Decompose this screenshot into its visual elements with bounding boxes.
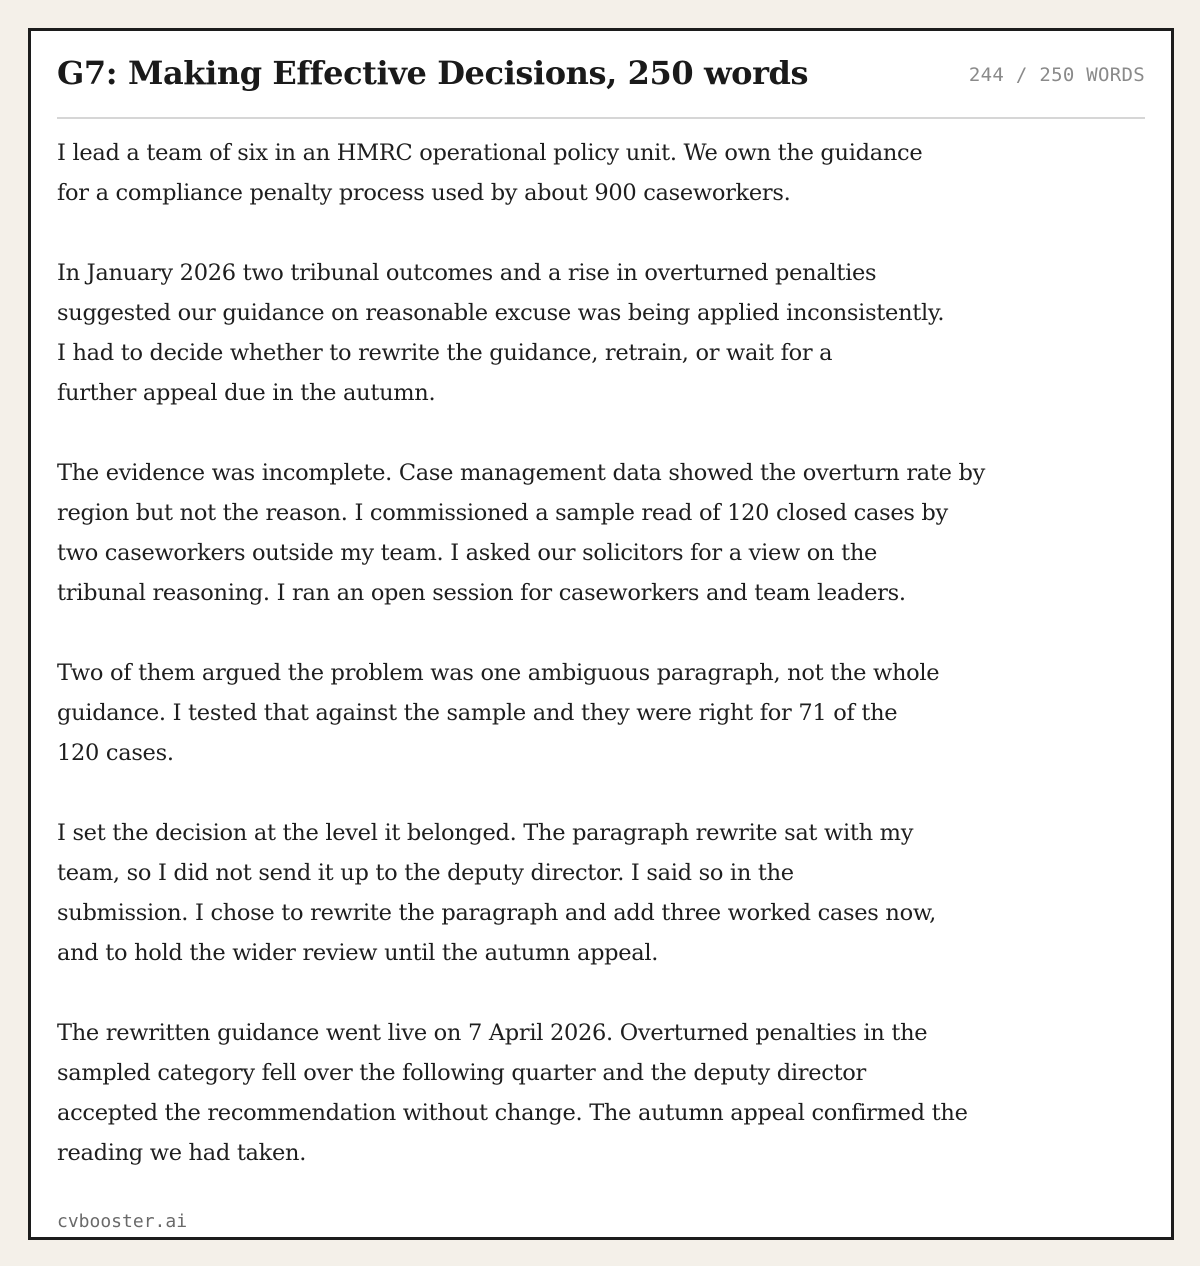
paragraph-2 (57, 253, 1057, 413)
text-line: tribunal reasoning. I ran an open session for caseworkers and team leaders. (57, 580, 906, 606)
text-line: team, so I did not send it up to the deputy director. I said so in the (57, 860, 794, 886)
text-line: Two of them argued the problem was one ambiguous paragraph, not the whole (57, 660, 940, 686)
text-line: region but not the reason. I commissioned a sample read of 120 closed cases by (57, 500, 948, 526)
text-line: 120 cases. (57, 740, 174, 766)
word-count: 244 / 250 WORDS (968, 64, 1145, 86)
text-line: suggested our guidance on reasonable excuse was being applied inconsistently. (57, 300, 945, 326)
text-line: and to hold the wider review until the autumn appeal. (57, 940, 659, 966)
text-line: The rewritten guidance went live on 7 April 2026. Overturned penalties in the (57, 1020, 928, 1046)
answer-card (28, 28, 1174, 1240)
text-line: further appeal due in the autumn. (57, 380, 436, 406)
text-line: accepted the recommendation without change. The autumn appeal confirmed the (57, 1100, 968, 1126)
paragraph-3 (57, 453, 1057, 613)
text-line: reading we had taken. (57, 1140, 307, 1166)
paragraph-4 (57, 653, 1057, 773)
text-line: I lead a team of six in an HMRC operational policy unit. We own the guidance (57, 140, 923, 166)
text-line: I set the decision at the level it belonged. The paragraph rewrite sat with my (57, 820, 914, 846)
text-line: In January 2026 two tribunal outcomes and a rise in overturned penalties (57, 260, 877, 286)
paragraph-1 (57, 133, 1057, 213)
text-line: for a compliance penalty process used by about 900 caseworkers. (57, 180, 791, 206)
card-header (57, 31, 1145, 119)
paragraph-5 (57, 813, 1057, 973)
text-line: The evidence was incomplete. Case management data showed the overturn rate by (57, 460, 986, 486)
answer-body (57, 133, 1057, 1213)
page-title: G7: Making Effective Decisions, 250 words (57, 54, 809, 92)
text-line: I had to decide whether to rewrite the guidance, retrain, or wait for a (57, 340, 833, 366)
text-line: sampled category fell over the following quarter and the deputy director (57, 1060, 867, 1086)
text-line: submission. I chose to rewrite the paragraph and add three worked cases now, (57, 900, 936, 926)
text-line: two caseworkers outside my team. I asked our solicitors for a view on the (57, 540, 878, 566)
brand-footer: cvbooster.ai (57, 1211, 188, 1232)
text-line: guidance. I tested that against the sample and they were right for 71 of the (57, 700, 898, 726)
paragraph-6 (57, 1013, 1057, 1173)
